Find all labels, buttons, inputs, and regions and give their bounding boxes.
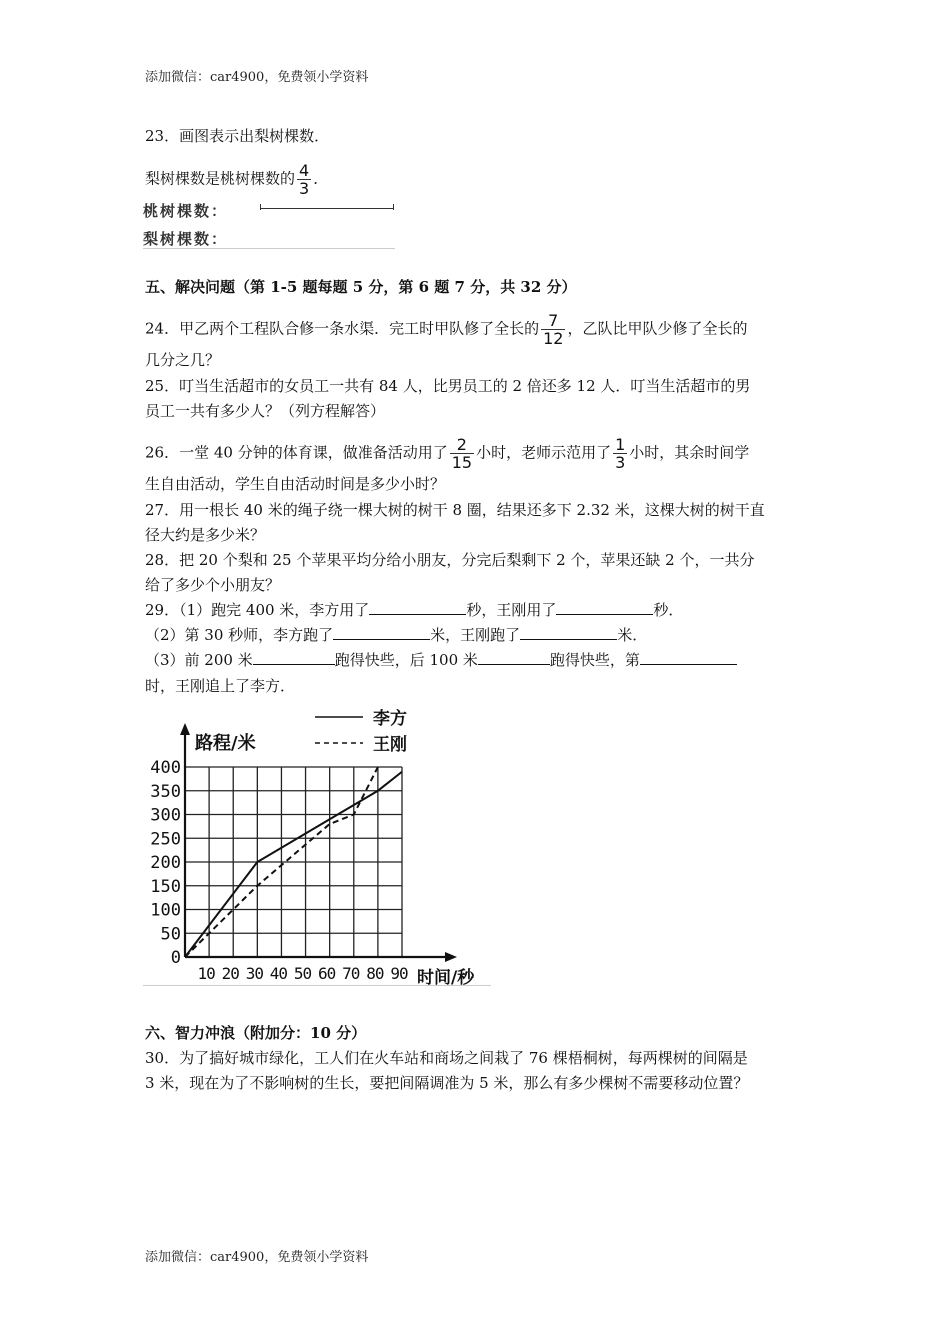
peach-tree-segment xyxy=(260,208,394,209)
q29-text: （2）第 30 秒师，李方跑了 xyxy=(145,626,334,644)
q29-text: 秒． xyxy=(653,601,684,619)
q27-line1: 27．用一根长 40 米的绳子绕一棵大树的树干 8 圈，结果还多下 2.32 米，这棵大树的树干直 xyxy=(145,501,765,519)
frac-num: 2 xyxy=(450,436,474,454)
x-tick-label: 40 xyxy=(269,964,288,983)
q23-title: 23．画图表示出梨树棵数． xyxy=(145,127,330,145)
x-tick-label: 90 xyxy=(390,964,408,983)
segment-tick-left xyxy=(260,204,261,210)
y-tick-label: 350 xyxy=(150,781,181,802)
q29-part2 xyxy=(145,625,647,645)
y-axis-title: 路程/米 xyxy=(195,733,256,754)
answer-blank[interactable] xyxy=(640,650,737,665)
q29-part4: 时，王刚追上了李方． xyxy=(145,677,296,695)
pear-tree-label: 梨树棵数： xyxy=(143,230,229,248)
y-tick-label: 150 xyxy=(150,876,181,897)
y-axis-arrow xyxy=(180,723,190,735)
frac-den: 12 xyxy=(543,329,564,348)
fraction-4-3 xyxy=(297,162,311,197)
q26-text-post: 小时，其余时间学 xyxy=(629,443,750,462)
y-tick-label: 300 xyxy=(150,805,181,826)
frac-num: 7 xyxy=(541,312,565,330)
q24-line2: 几分之几？ xyxy=(145,351,221,369)
q29-text: 米． xyxy=(617,626,648,644)
y-tick-label: 100 xyxy=(150,900,181,921)
chart-divider xyxy=(143,985,491,986)
x-axis-title: 时间/秒 xyxy=(417,968,475,985)
segment-tick-right xyxy=(393,204,394,210)
q28-line2: 给了多少个小朋友？ xyxy=(145,576,281,594)
segment-diagram xyxy=(143,198,395,249)
y-tick-label: 50 xyxy=(160,924,181,945)
answer-blank[interactable] xyxy=(520,625,617,640)
answer-blank[interactable] xyxy=(333,625,430,640)
x-tick-label: 60 xyxy=(318,964,336,983)
x-tick-label: 30 xyxy=(245,964,263,983)
q30-line2: 3 米，现在为了不影响树的生长，要把间隔调准为 5 米，那么有多少棵树不需要移动位置？ xyxy=(145,1074,749,1092)
x-tick-label: 10 xyxy=(197,964,215,983)
q24-text-post: ，乙队比甲队少修了全长的 xyxy=(567,319,748,338)
x-tick-label: 80 xyxy=(366,964,384,983)
q26-text: 26．一堂 40 分钟的体育课，做准备活动用了 xyxy=(145,443,448,462)
q28-line1: 28．把 20 个梨和 25 个苹果平均分给小朋友，分完后梨剩下 2 个，苹果还缺 2 个，一共分 xyxy=(145,551,755,569)
frac-num: 1 xyxy=(615,435,626,454)
peach-tree-label: 桃树棵数： xyxy=(143,202,229,220)
frac-num: 4 xyxy=(299,161,310,180)
frac-den: 3 xyxy=(299,179,310,198)
x-tick-label: 20 xyxy=(221,964,239,983)
distance-time-chart xyxy=(143,703,493,985)
q29-text: （3）前 200 米 xyxy=(145,651,253,669)
legend-label: 李方 xyxy=(373,709,407,729)
q23-statement xyxy=(145,162,328,197)
header-watermark: 添加微信：car4900，免费领小学资料 xyxy=(145,70,369,85)
x-tick-label: 70 xyxy=(342,964,360,983)
q24-line1 xyxy=(145,312,747,347)
q25-line2: 员工一共有多少人？（列方程解答） xyxy=(145,402,386,420)
answer-blank[interactable] xyxy=(556,600,653,615)
q26-line1 xyxy=(145,436,749,471)
q27-line2: 径大约是多少米？ xyxy=(145,526,266,544)
frac-den: 15 xyxy=(451,453,473,472)
legend-label: 王刚 xyxy=(373,735,407,755)
q29-text: 米，王刚跑了 xyxy=(430,626,521,644)
series-line xyxy=(185,772,402,957)
q26-text-mid: 小时，老师示范用了 xyxy=(476,443,612,462)
q29-text: 跑得快些，第 xyxy=(549,651,640,669)
footer-watermark: 添加微信：car4900，免费领小学资料 xyxy=(145,1250,369,1265)
q29-part3 xyxy=(145,650,737,670)
frac-den: 3 xyxy=(615,453,626,472)
q23-period: ． xyxy=(313,169,329,188)
q29-part1 xyxy=(145,600,683,620)
q29-text: 29．（1）跑完 400 米，李方用了 xyxy=(145,601,370,619)
fraction-2-15 xyxy=(450,436,474,471)
y-tick-label: 0 xyxy=(170,948,181,968)
q24-text: 24．甲乙两个工程队合修一条水渠．完工时甲队修了全长的 xyxy=(145,319,540,338)
y-tick-label: 400 xyxy=(150,758,181,778)
answer-blank[interactable] xyxy=(253,650,335,665)
x-axis-arrow xyxy=(445,952,457,962)
q25-line1: 25．叮当生活超市的女员工一共有 84 人，比男员工的 2 倍还多 12 人．叮当生活超市的男 xyxy=(145,377,751,395)
y-tick-label: 250 xyxy=(150,829,181,850)
q30-line1: 30．为了搞好城市绿化，工人们在火车站和商场之间栽了 76 棵梧桐树，每两棵树的间隔是 xyxy=(145,1049,748,1067)
q29-text: 跑得快些，后 100 米 xyxy=(334,651,478,669)
answer-blank[interactable] xyxy=(369,600,466,615)
answer-blank[interactable] xyxy=(478,650,550,665)
q23-text: 梨树棵数是桃树棵数的 xyxy=(145,169,296,188)
q26-line2: 生自由活动，学生自由活动时间是多少小时？ xyxy=(145,475,446,493)
q29-text: 秒，王刚用了 xyxy=(466,601,557,619)
fraction-1-3 xyxy=(613,436,627,471)
section-5-title: 五、解决问题（第 1-5 题每题 5 分，第 6 题 7 分，共 32 分） xyxy=(145,278,577,296)
fraction-7-12 xyxy=(541,312,565,347)
y-tick-label: 200 xyxy=(150,853,181,873)
x-tick-label: 50 xyxy=(293,964,312,983)
section-6-title: 六、智力冲浪（附加分：10 分） xyxy=(145,1024,367,1042)
